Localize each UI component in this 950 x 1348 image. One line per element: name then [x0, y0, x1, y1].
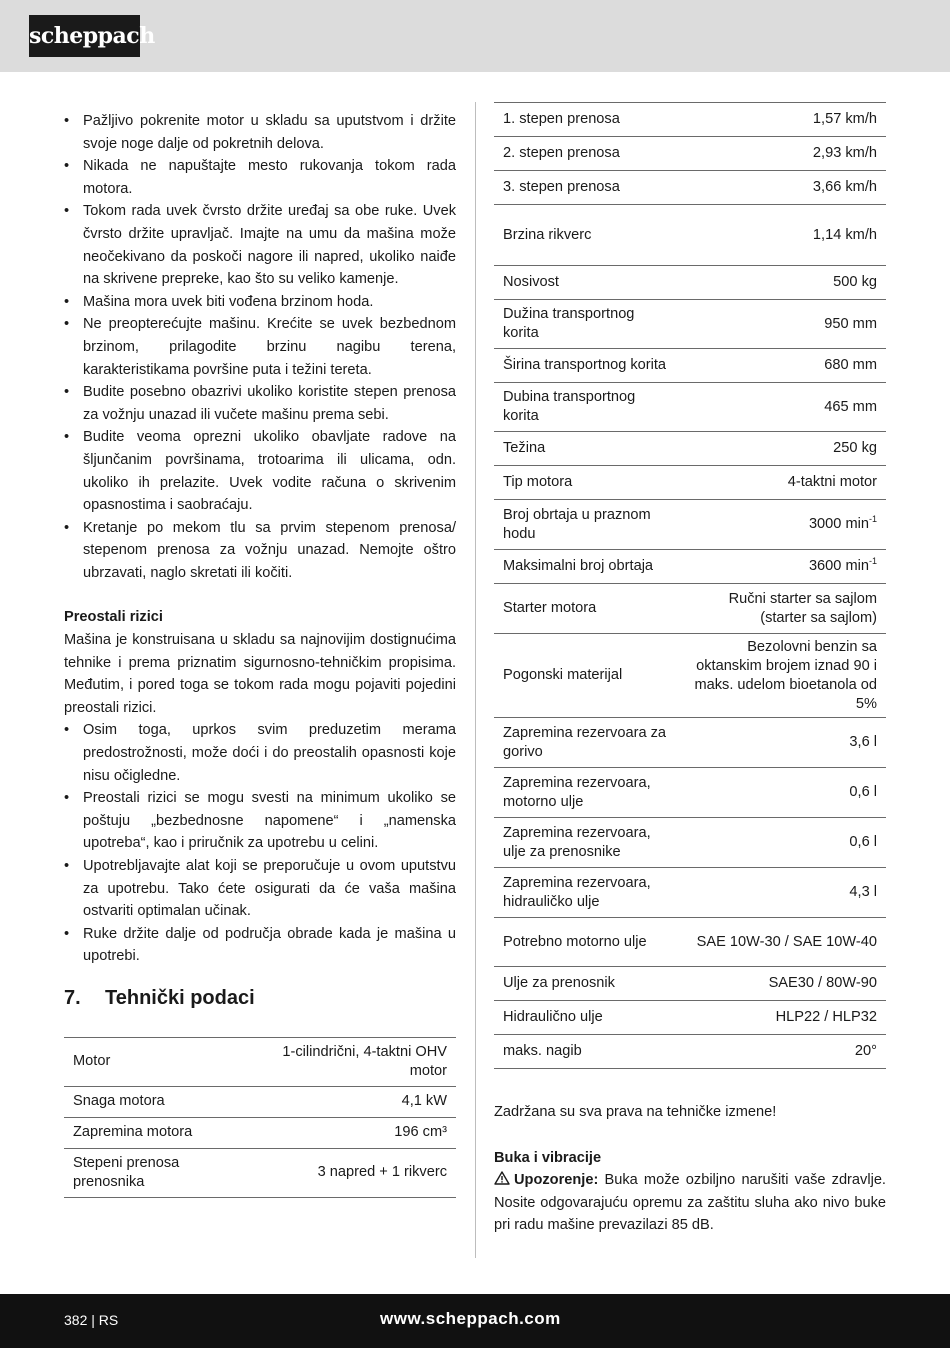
spec-label: Dubina transportnog korita [494, 383, 682, 432]
scheppach-logo: scheppach [29, 15, 140, 57]
spec-row [64, 1086, 456, 1117]
spec-value [252, 1148, 456, 1197]
residual-risks-heading: Preostali rizici [64, 609, 163, 626]
rights-note: Zadržana su sva prava na tehničke izmene! [494, 1104, 777, 1120]
spec-value-text: 250 kg [833, 440, 877, 456]
spec-value-text: 4-taktni motor [787, 474, 877, 490]
spec-value-text: 4,1 kW [401, 1093, 447, 1110]
spec-row [494, 634, 886, 718]
bullet-item: • Budite posebno obazrivi ukoliko koristite stepen prenosa za vožnju unazad ili vučete mašinu prema sebi. [64, 381, 456, 426]
bullet-item: • Osim toga, uprkos svim preduzetim merama predostrožnosti, može doći i do preostalih opasnosti koje nisu očigledne. [64, 719, 456, 787]
spec-value-text: 4,3 l [849, 884, 877, 900]
spec-value [682, 466, 886, 500]
bullet-item: • Ne preopterećujte mašinu. Krećite se uvek bezbednom brzinom, prilagodite brzinu nagibu terena, karakteristikama površine puta i težini tereta. [64, 313, 456, 381]
spec-value [682, 432, 886, 466]
spec-value-text: 680 mm [824, 357, 877, 373]
spec-label: Širina transportnog korita [494, 349, 682, 383]
spec-value-text: 0,6 l [849, 784, 877, 800]
spec-value-text: 3,66 km/h [812, 179, 877, 195]
spec-value-text: 1-cilindrični, 4-taktni OHV motor [282, 1043, 447, 1079]
spec-label: Stepeni prenosa prenosnika [64, 1148, 252, 1197]
spec-label: Dužina transportnog korita [494, 300, 682, 349]
spec-row [494, 818, 886, 868]
section-title: Tehnički podaci [105, 987, 255, 1010]
spec-label: Nosivost [494, 266, 682, 300]
bullet-item: • Tokom rada uvek čvrsto držite uređaj sa obe ruke. Uvek čvrsto držite upravljač. Imajte na umu da mašina može neočekivano da poskoči nagore ili napred, ukoliko naiđe na skrivene prepreke, kao što su veliko kamenje. [64, 200, 456, 290]
spec-label: Ulje za prenosnik [494, 967, 682, 1001]
spec-label: Motor [64, 1037, 252, 1086]
spec-label: Tip motora [494, 466, 682, 500]
spec-value-text: 3,6 l [849, 734, 877, 750]
bullet-item: • Ruke držite dalje od područja obrade kada je mašina u upotrebi. [64, 923, 456, 968]
spec-value [682, 266, 886, 300]
spec-value-exponent: -1 [868, 514, 877, 525]
residual-risks-intro: Mašina je konstruisana u skladu sa najnovijim dostignućima tehnike i prema priznatim sigurnosno-tehničkim propisima. Međutim, i pored toga se tokom rada mogu pojaviti pojedini preostali rizici. [64, 632, 456, 716]
spec-row [494, 466, 886, 500]
spec-label: Zapremina rezervoara za gorivo [494, 718, 682, 768]
spec-value-text: SAE30 / 80W-90 [768, 975, 877, 991]
spec-row [494, 383, 886, 432]
spec-value [682, 1001, 886, 1035]
spec-value [682, 1035, 886, 1069]
bullet-item: • Kretanje po mekom tlu sa prvim stepenom prenosa/ stepenom prenosa za vožnju unazad. Nemojte oštro ubrzavati, naglo skretati ili kočiti. [64, 517, 456, 585]
spec-value [682, 205, 886, 266]
residual-risks-bullet-list [64, 719, 456, 968]
page-number: 382 | RS [64, 1312, 119, 1328]
spec-row [494, 868, 886, 918]
spec-label: Brzina rikverc [494, 205, 682, 266]
spec-value-text: 465 mm [824, 398, 877, 415]
spec-value [682, 718, 886, 768]
spec-row [494, 967, 886, 1001]
column-divider [475, 102, 476, 1258]
spec-row [494, 500, 886, 550]
spec-value [682, 818, 886, 868]
spec-row [494, 718, 886, 768]
bullet-item: • Budite veoma oprezni ukoliko obavljate radove na šljunčanim površinama, trotoarima ili ulicama, odn. ukoliko ih prelazite. Uvek vodite računa o skrivenim opasnostima i saobraćaju. [64, 426, 456, 516]
spec-row [494, 550, 886, 584]
bullet-item: • Upotrebljavajte alat koji se preporučuje u ovom uputstvu za upotrebu. Tako ćete osigurati da će vaša mašina ostvariti optimalan učinak. [64, 855, 456, 923]
spec-row [494, 300, 886, 349]
spec-label: Potrebno motorno ulje [494, 918, 682, 967]
spec-label: 3. stepen prenosa [494, 171, 682, 205]
spec-label: 2. stepen prenosa [494, 137, 682, 171]
spec-label: Maksimalni broj obrtaja [494, 550, 682, 584]
spec-value [682, 500, 886, 550]
warning-triangle-icon [494, 1171, 510, 1185]
spec-value [682, 137, 886, 171]
spec-value [682, 103, 886, 137]
spec-label: 1. stepen prenosa [494, 103, 682, 137]
spec-row [64, 1148, 456, 1197]
section-heading [64, 984, 456, 1014]
spec-label: maks. nagib [494, 1035, 682, 1069]
left-column [64, 110, 456, 1198]
spec-value-text: 500 kg [833, 274, 877, 290]
spec-value-text: 950 mm [824, 315, 877, 332]
safety-bullet-list [64, 110, 456, 584]
spec-label: Starter motora [494, 584, 682, 634]
section-number: 7. [64, 987, 81, 1010]
spec-label: Zapremina rezervoara, ulje za prenosnike [494, 818, 682, 868]
page-footer [0, 1294, 950, 1348]
bullet-item: • Mašina mora uvek biti vođena brzinom hoda. [64, 291, 456, 314]
right-column [494, 102, 886, 1237]
spec-value-text: 2,93 km/h [812, 145, 877, 161]
spec-row [494, 349, 886, 383]
spec-value [682, 868, 886, 918]
spec-value-text: Bezolovni benzin sa oktanskim brojem iznad 90 i maks. udelom bioetanola od 5% [694, 638, 877, 712]
spec-table-left [64, 1037, 456, 1198]
spec-value-text: 1,57 km/h [812, 111, 877, 127]
spec-value [252, 1037, 456, 1086]
spec-row [494, 918, 886, 967]
spec-value [682, 967, 886, 1001]
spec-value [682, 918, 886, 967]
spec-label: Hidraulično ulje [494, 1001, 682, 1035]
spec-value [682, 768, 886, 818]
spec-value [682, 171, 886, 205]
spec-row [494, 205, 886, 266]
warning-text: Buka može ozbiljno narušiti vaše zdravlje. Nosite odgovarajuću opremu za zaštitu sluha ako nivo buke pri radu mašine prevazilazi 85 dB. [494, 1172, 886, 1234]
spec-value-text: SAE 10W-30 / SAE 10W-40 [696, 933, 877, 950]
noise-heading: Buka i vibracije [494, 1149, 602, 1166]
spec-row [494, 1001, 886, 1035]
spec-table-right [494, 102, 886, 1069]
spec-label: Pogonski materijal [494, 634, 682, 718]
spec-row [64, 1037, 456, 1086]
spec-value [682, 584, 886, 634]
spec-row [494, 137, 886, 171]
spec-row [494, 266, 886, 300]
spec-row [494, 432, 886, 466]
spec-value-exponent: -1 [868, 556, 877, 567]
spec-label: Zapremina rezervoara, hidrauličko ulje [494, 868, 682, 918]
spec-value-text: 1,14 km/h [812, 226, 877, 243]
warning-label: Upozorenje: [514, 1172, 599, 1189]
spec-value-text: HLP22 / HLP32 [775, 1009, 877, 1025]
spec-label: Težina [494, 432, 682, 466]
bullet-item: • Nikada ne napuštajte mesto rukovanja tokom rada motora. [64, 155, 456, 200]
page-header [0, 0, 950, 72]
spec-label: Snaga motora [64, 1086, 252, 1117]
spec-row [494, 1035, 886, 1069]
spec-value [682, 383, 886, 432]
spec-value-text: 0,6 l [849, 834, 877, 850]
spec-value-text: 3600 min [808, 558, 869, 574]
bullet-item: • Preostali rizici se mogu svesti na minimum ukoliko se poštuju „bezbednosne napomene“ i „namenska upotreba“, kao i priručnik za upotrebu u celini. [64, 787, 456, 855]
website-link[interactable]: www.scheppach.com [380, 1309, 561, 1328]
spec-label: Zapremina rezervoara, motorno ulje [494, 768, 682, 818]
spec-value [252, 1086, 456, 1117]
spec-label: Broj obrtaja u praznom hodu [494, 500, 682, 550]
spec-value-text: 3000 min [808, 516, 869, 532]
warning-paragraph [494, 1169, 886, 1237]
spec-value-text: 196 cm³ [394, 1124, 447, 1141]
spec-label: Zapremina motora [64, 1117, 252, 1148]
spec-row [494, 103, 886, 137]
spec-row [494, 171, 886, 205]
spec-row [494, 768, 886, 818]
spec-row [64, 1117, 456, 1148]
spec-value [682, 550, 886, 584]
spec-value-text: 20° [854, 1043, 877, 1059]
spec-value [682, 300, 886, 349]
spec-value-text: Ručni starter sa sajlom (starter sa sajlom) [728, 590, 877, 626]
spec-row [494, 584, 886, 634]
spec-value [682, 634, 886, 718]
spec-value-text: 3 napred + 1 rikverc [317, 1164, 447, 1181]
spec-value [252, 1117, 456, 1148]
bullet-item: • Pažljivo pokrenite motor u skladu sa uputstvom i držite svoje noge dalje od pokretnih delova. [64, 110, 456, 155]
spec-value [682, 349, 886, 383]
